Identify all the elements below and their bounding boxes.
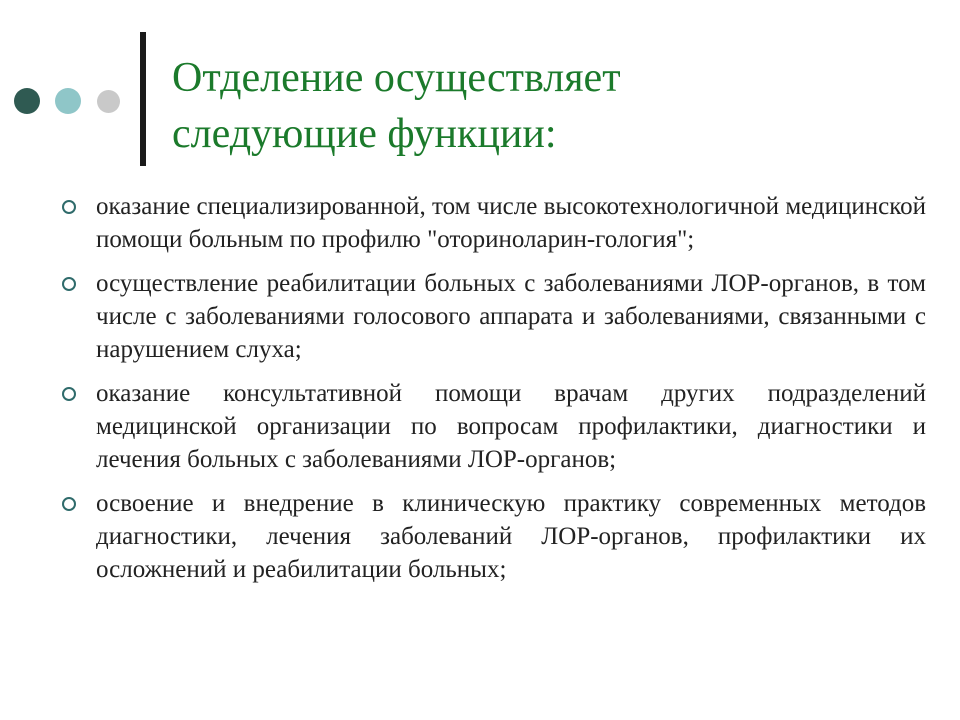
bullet-item bbox=[60, 377, 926, 476]
bullet-item bbox=[60, 487, 926, 586]
bullet-text: оказание специализированной, том числе высокотехнологичной медицинской помощи больным по профилю "оториноларин-гология"; bbox=[96, 193, 926, 253]
bullet-item bbox=[60, 190, 926, 256]
bullet-text: осуществление реабилитации больных с заболеваниями ЛОР-органов, в том числе с заболеваниями голосового аппарата и заболеваниями, связанными с нарушением слуха; bbox=[96, 270, 926, 363]
slide-title bbox=[172, 50, 621, 162]
ring-bullet-icon bbox=[62, 387, 76, 401]
bullet-item bbox=[60, 267, 926, 366]
ring-bullet-icon bbox=[62, 497, 76, 511]
slide-title-line-2: следующие функции: bbox=[172, 111, 557, 157]
bullet-text: оказание консультативной помощи врачам других подразделений медицинской организации по вопросам профилактики, диагностики и лечения больных с заболеваниями ЛОР-органов; bbox=[96, 380, 926, 473]
ring-bullet-icon bbox=[62, 200, 76, 214]
bullet-text: освоение и внедрение в клиническую практику современных методов диагностики, лечения заболеваний ЛОР-органов, профилактики их осложнений и реабилитации больных; bbox=[96, 490, 926, 583]
slide-title-line-1: Отделение осуществляет bbox=[172, 55, 621, 101]
bullet-list bbox=[60, 190, 926, 597]
dark-dot-icon bbox=[14, 88, 40, 114]
title-divider bbox=[140, 32, 146, 166]
teal-dot-icon bbox=[55, 88, 81, 114]
ring-bullet-icon bbox=[62, 277, 76, 291]
gray-dot-icon bbox=[97, 90, 120, 113]
